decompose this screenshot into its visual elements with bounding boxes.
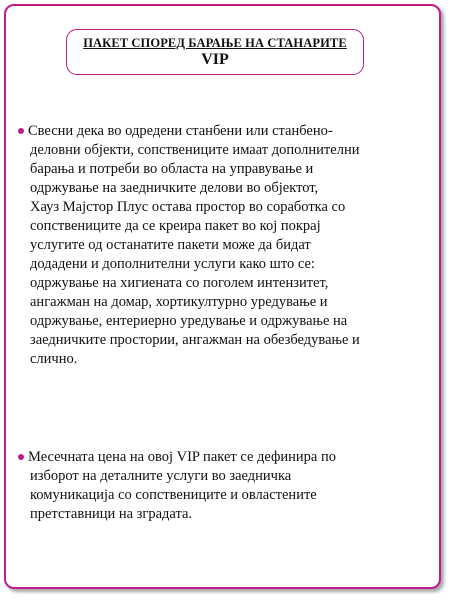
paragraph-line: услугите од останатите пакети може да бидат xyxy=(30,237,311,253)
paragraph-line: комуникација со сопствениците и овластените xyxy=(30,487,317,503)
paragraph-line: сопствениците да се креира пакет во кој покрај xyxy=(30,218,321,234)
paragraph-line: заедничките простории, ангажман на обезбедување и xyxy=(30,332,360,348)
description-paragraph xyxy=(18,122,398,369)
price-paragraph xyxy=(18,448,398,524)
paragraph-line: одржување на заедничките делови во објектот, xyxy=(30,180,319,196)
paragraph-line: ангажман на домар, хортикултурно уредување и xyxy=(30,294,328,310)
paragraph-line: Месечната цена на овој VIP пакет се дефинира по xyxy=(28,449,336,465)
paragraph-line: одржување, ентериерно уредување и одржување на xyxy=(30,313,348,329)
paragraph-line: додадени и дополнителни услуги како што се: xyxy=(30,256,315,272)
paragraph-line: изборот на деталните услуги во заедничка xyxy=(30,468,292,484)
page-title: ПАКЕТ СПОРЕД БАРАЊЕ НА СТАНАРИТЕ xyxy=(83,36,347,50)
paragraph-line: барања и потреби во областа на управување и xyxy=(30,161,314,177)
bullet-icon xyxy=(18,454,24,460)
bullet-icon xyxy=(18,128,24,134)
package-name: VIP xyxy=(201,51,229,68)
paragraph-line: деловни објекти, сопствениците имаат дополнителни xyxy=(30,142,360,158)
paragraph-line: Свесни дека во одредени станбени или станбено- xyxy=(28,123,333,139)
title-box xyxy=(66,29,364,75)
paragraph-line: одржување на хигиената со поголем интензитет, xyxy=(30,275,329,291)
paragraph-line: Хауз Мајстор Плус остава простор во соработка со xyxy=(30,199,346,215)
paragraph-line: слично. xyxy=(30,351,78,367)
paragraph-line: претставници на зградата. xyxy=(30,506,193,522)
